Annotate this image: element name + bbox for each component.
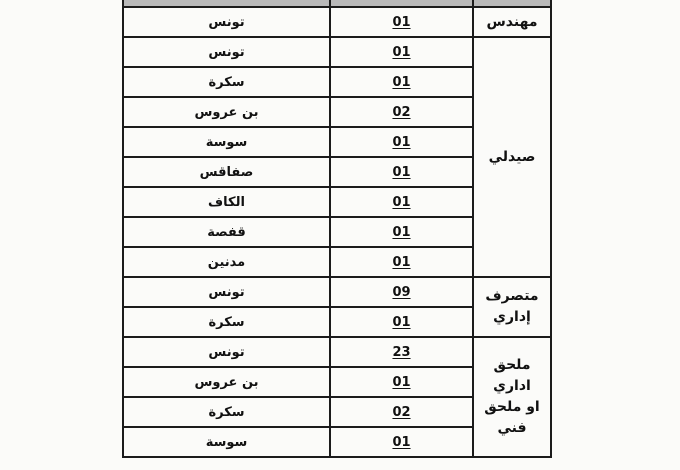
category-label: مهندس <box>486 13 538 30</box>
category-label-line-1: متصرف <box>485 288 539 304</box>
category-label-line-2: او ملحق فني <box>484 399 540 436</box>
table-row <box>123 37 551 67</box>
location-cell: قفصة <box>123 217 330 247</box>
count-cell <box>330 67 473 97</box>
count-value: 01 <box>392 44 411 60</box>
category-label-line-1: ملحق اداري <box>493 357 531 394</box>
category-cell <box>473 37 551 277</box>
table-header-row <box>123 0 551 7</box>
count-cell <box>330 307 473 337</box>
header-cell-location <box>123 0 330 7</box>
location-cell: سكرة <box>123 397 330 427</box>
count-cell <box>330 187 473 217</box>
location-cell: سكرة <box>123 67 330 97</box>
location-cell: تونس <box>123 7 330 37</box>
count-value: 01 <box>392 14 411 30</box>
location-cell: سوسة <box>123 427 330 457</box>
category-cell <box>473 337 551 457</box>
count-value: 23 <box>392 344 411 360</box>
count-value: 01 <box>392 374 411 390</box>
header-cell-category <box>473 0 551 7</box>
count-cell <box>330 337 473 367</box>
count-value: 09 <box>392 284 411 300</box>
count-value: 01 <box>392 194 411 210</box>
count-value: 01 <box>392 134 411 150</box>
count-value: 01 <box>392 224 411 240</box>
location-cell: سوسة <box>123 127 330 157</box>
count-value: 01 <box>392 254 411 270</box>
location-cell: بن عروس <box>123 367 330 397</box>
category-cell <box>473 7 551 37</box>
location-cell: تونس <box>123 37 330 67</box>
count-value: 01 <box>392 74 411 90</box>
category-cell <box>473 277 551 337</box>
location-cell: تونس <box>123 277 330 307</box>
count-cell <box>330 127 473 157</box>
count-cell <box>330 427 473 457</box>
table-row <box>123 7 551 37</box>
location-cell: صفاقس <box>123 157 330 187</box>
positions-table <box>122 0 552 458</box>
location-cell: بن عروس <box>123 97 330 127</box>
count-cell <box>330 217 473 247</box>
count-cell <box>330 397 473 427</box>
table-row <box>123 277 551 307</box>
count-cell <box>330 7 473 37</box>
count-cell <box>330 157 473 187</box>
location-cell: مدنين <box>123 247 330 277</box>
count-cell <box>330 367 473 397</box>
table-row <box>123 337 551 367</box>
category-label-line-2: إداري <box>493 309 531 325</box>
count-value: 02 <box>392 404 411 420</box>
count-value: 01 <box>392 164 411 180</box>
count-cell <box>330 37 473 67</box>
category-label: صيدلي <box>488 148 536 165</box>
location-cell: تونس <box>123 337 330 367</box>
count-value: 01 <box>392 314 411 330</box>
count-cell <box>330 247 473 277</box>
count-value: 02 <box>392 104 411 120</box>
count-cell <box>330 97 473 127</box>
location-cell: الكاف <box>123 187 330 217</box>
location-cell: سكرة <box>123 307 330 337</box>
count-cell <box>330 277 473 307</box>
header-cell-count <box>330 0 473 7</box>
count-value: 01 <box>392 434 411 450</box>
